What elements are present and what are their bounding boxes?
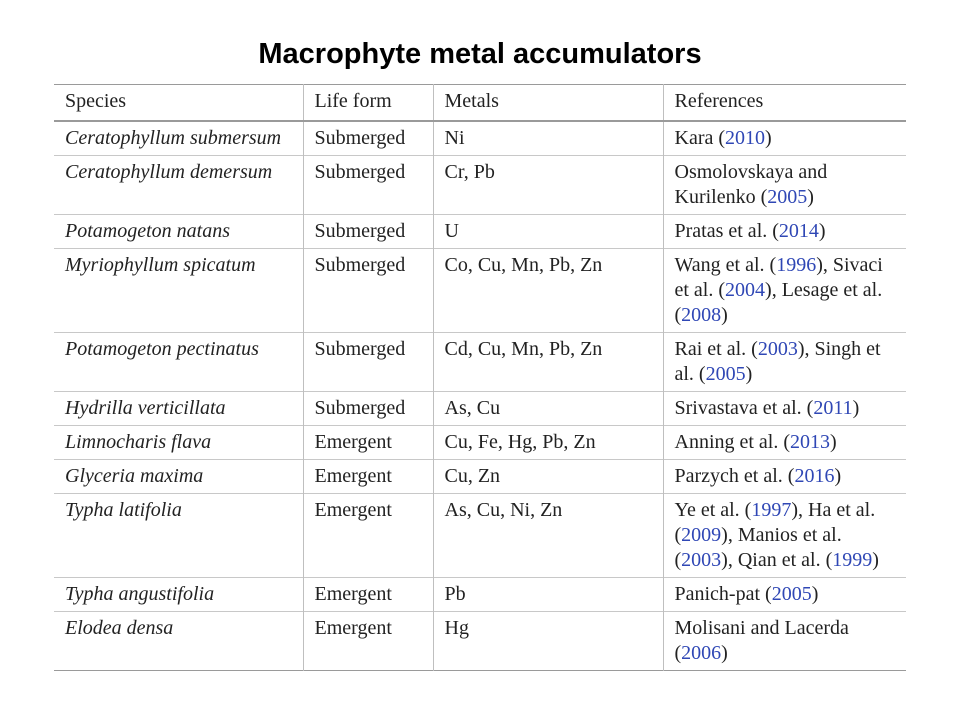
reference-text: Kara (	[674, 127, 726, 149]
life-form-cell: Emergent	[303, 494, 433, 578]
species-cell: Typha angustifolia	[54, 578, 303, 612]
reference-text: )	[765, 127, 772, 149]
reference-year-link[interactable]: 2005	[767, 186, 808, 208]
reference-text: )	[807, 186, 814, 208]
reference-text: )	[818, 220, 826, 242]
reference-text: Osmolovskaya and Kurilenko (	[674, 161, 828, 208]
life-form-cell: Submerged	[303, 249, 433, 333]
slide-title: Macrophyte metal accumulators	[258, 38, 702, 70]
reference-text: Wang et al. (	[674, 254, 777, 276]
reference-text: Panich-pat (	[674, 583, 772, 605]
species-cell: Limnocharis flava	[54, 426, 303, 460]
reference-year-link[interactable]: 2005	[705, 363, 746, 385]
reference-text: Pratas et al. (	[674, 220, 779, 242]
metals-cell: As, Cu	[433, 392, 663, 426]
metals-cell: Cu, Fe, Hg, Pb, Zn	[433, 426, 663, 460]
reference-text: )	[830, 431, 837, 453]
life-form-cell: Submerged	[303, 333, 433, 392]
references-cell	[663, 392, 906, 426]
metals-cell: Cr, Pb	[433, 156, 663, 215]
reference-text: Manios et al. (	[674, 524, 842, 571]
table-row	[54, 494, 906, 578]
table-row	[54, 156, 906, 215]
reference-text: ),	[797, 338, 810, 360]
reference-text: Anning et al. (	[674, 431, 791, 453]
reference-text: Srivastava et al. (	[674, 397, 814, 419]
reference-text: )	[872, 549, 879, 571]
references-cell	[663, 426, 906, 460]
metals-cell: Cd, Cu, Mn, Pb, Zn	[433, 333, 663, 392]
reference-year-link[interactable]: 2013	[790, 431, 831, 453]
reference-year-link[interactable]: 2009	[681, 524, 722, 546]
reference-year-link[interactable]: 1997	[751, 499, 792, 521]
species-cell: Ceratophyllum submersum	[54, 121, 303, 156]
species-cell: Ceratophyllum demersum	[54, 156, 303, 215]
life-form-cell: Submerged	[303, 215, 433, 249]
reference-year-link[interactable]: 2006	[681, 642, 722, 664]
reference-text: Lesage et al. (	[674, 279, 883, 326]
reference-text: ),	[721, 524, 733, 546]
life-form-cell: Emergent	[303, 460, 433, 494]
metals-cell: U	[433, 215, 663, 249]
references-cell	[663, 121, 906, 156]
reference-text: ),	[816, 254, 828, 276]
table-body	[54, 121, 906, 671]
table-row	[54, 333, 906, 392]
species-cell: Myriophyllum spicatum	[54, 249, 303, 333]
life-form-cell: Emergent	[303, 578, 433, 612]
references-cell	[663, 215, 906, 249]
metals-cell: Cu, Zn	[433, 460, 663, 494]
life-form-cell: Emergent	[303, 612, 433, 671]
reference-text: Parzych et al. (	[674, 465, 795, 487]
reference-text: )	[721, 304, 728, 326]
reference-text: Ye et al. (	[674, 499, 752, 521]
species-cell: Elodea densa	[54, 612, 303, 671]
table-row	[54, 612, 906, 671]
metals-cell: As, Cu, Ni, Zn	[433, 494, 663, 578]
header-life-form: Life form	[303, 85, 433, 122]
metals-cell: Hg	[433, 612, 663, 671]
table-row	[54, 249, 906, 333]
references-cell	[663, 494, 906, 578]
references-cell	[663, 249, 906, 333]
species-cell: Typha latifolia	[54, 494, 303, 578]
species-cell: Glyceria maxima	[54, 460, 303, 494]
metals-cell: Co, Cu, Mn, Pb, Zn	[433, 249, 663, 333]
table-header-row	[54, 85, 906, 122]
reference-text: Molisani and Lacerda (	[674, 617, 849, 664]
reference-text: )	[721, 642, 728, 664]
references-cell	[663, 333, 906, 392]
reference-text: ),	[765, 279, 777, 301]
table-row	[54, 215, 906, 249]
life-form-cell: Emergent	[303, 426, 433, 460]
table-row	[54, 578, 906, 612]
reference-text: Singh et al. (	[674, 338, 881, 385]
reference-year-link[interactable]: 2010	[725, 127, 766, 149]
species-cell: Hydrilla verticillata	[54, 392, 303, 426]
table-row	[54, 460, 906, 494]
reference-text: )	[745, 363, 753, 385]
reference-text: Rai et al. (	[674, 338, 758, 360]
reference-year-link[interactable]: 2011	[813, 397, 853, 419]
metals-cell: Ni	[433, 121, 663, 156]
references-cell	[663, 578, 906, 612]
reference-year-link[interactable]: 2003	[757, 338, 798, 360]
references-cell	[663, 612, 906, 671]
table-row	[54, 121, 906, 156]
accumulators-table	[54, 84, 906, 671]
reference-year-link[interactable]: 1999	[832, 549, 873, 571]
species-cell: Potamogeton natans	[54, 215, 303, 249]
reference-text: Ha et al. (	[674, 499, 876, 546]
reference-year-link[interactable]: 2008	[681, 304, 722, 326]
life-form-cell: Submerged	[303, 156, 433, 215]
reference-text: )	[811, 583, 819, 605]
species-cell: Potamogeton pectinatus	[54, 333, 303, 392]
references-cell	[663, 156, 906, 215]
reference-text: )	[834, 465, 842, 487]
reference-text: Sivaci et al. (	[674, 254, 883, 301]
reference-text: ),	[721, 549, 733, 571]
life-form-cell: Submerged	[303, 121, 433, 156]
reference-text: ),	[791, 499, 804, 521]
metals-cell: Pb	[433, 578, 663, 612]
reference-year-link[interactable]: 2014	[778, 220, 819, 242]
reference-year-link[interactable]: 2003	[681, 549, 722, 571]
reference-year-link[interactable]: 2005	[771, 583, 812, 605]
life-form-cell: Submerged	[303, 392, 433, 426]
reference-text: Qian et al. (	[732, 549, 833, 571]
reference-text: )	[852, 397, 860, 419]
table-row	[54, 426, 906, 460]
reference-year-link[interactable]: 2004	[725, 279, 766, 301]
reference-year-link[interactable]: 1996	[776, 254, 817, 276]
table-row	[54, 392, 906, 426]
header-references: References	[674, 90, 764, 112]
reference-year-link[interactable]: 2016	[794, 465, 835, 487]
header-species: Species	[54, 85, 303, 122]
header-metals: Metals	[433, 85, 663, 122]
references-cell	[663, 460, 906, 494]
